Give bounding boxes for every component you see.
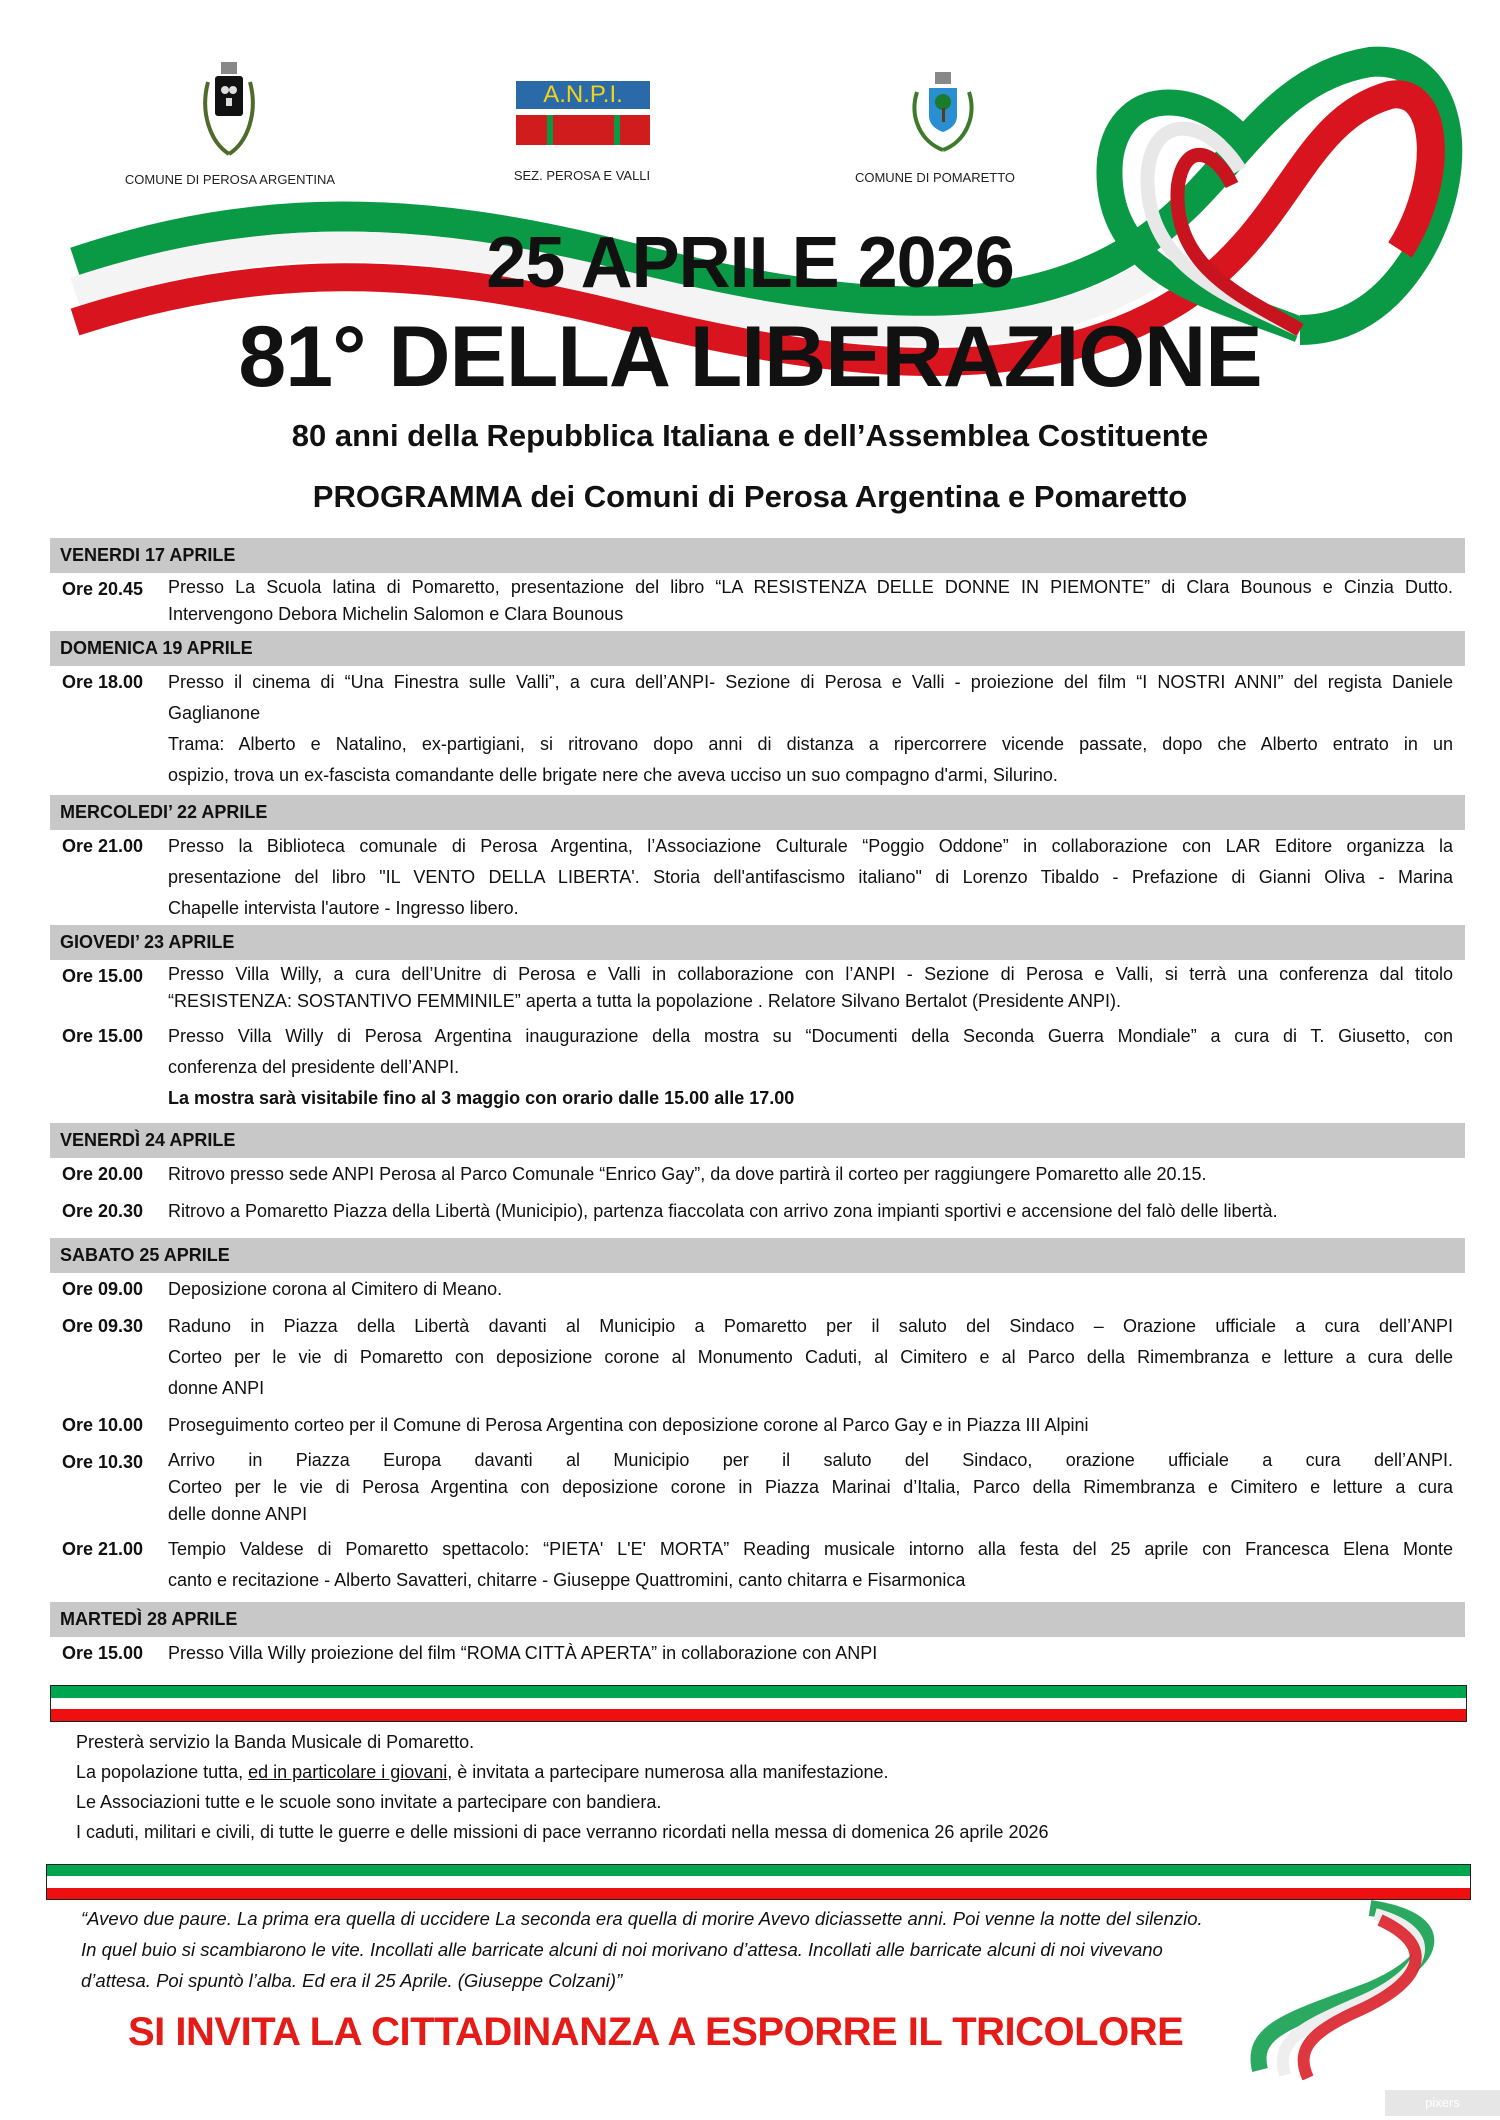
event-description-line: Tempio Valdese di Pomaretto spettacolo: “PIETA' L'E' MORTA” Reading musicale intorno alla festa del 25 aprile con Francesca Elena Monte: [168, 1539, 1453, 1559]
event-description-line: presentazione del libro "IL VENTO DELLA LIBERTA'. Storia dell'antifascismo italiano" di Lorenzo Tibaldo - Prefazione di Gianni Oliva - Marina: [168, 867, 1453, 887]
tricolor-bar: [46, 1864, 1471, 1900]
event-time: Ore 15.00: [62, 1026, 144, 1046]
pomaretto-label: COMUNE DI POMARETTO: [854, 170, 1016, 185]
event-time: Ore 20.45: [62, 579, 144, 599]
event-item: [50, 574, 1465, 628]
quote-line: d’attesa. Poi spuntò l’alba. Ed era il 25 Aprile. (Giuseppe Colzani)”: [81, 1970, 623, 1991]
event-item: [50, 1638, 1465, 1669]
title-main: 81° DELLA LIBERAZIONE: [238, 309, 1262, 405]
day-header: SABATO 25 APRILE: [50, 1238, 1465, 1273]
perosa-label: COMUNE DI PEROSA ARGENTINA: [124, 172, 336, 187]
event-time: Ore 21.00: [62, 836, 144, 856]
event-description-line: Raduno in Piazza della Libertà davanti al Municipio a Pomaretto per il saluto del Sindaco – Orazione ufficiale a cura dell’ANPI: [168, 1316, 1453, 1336]
day-header: GIOVEDI’ 23 APRILE: [50, 925, 1465, 960]
note-population: La popolazione tutta, ed in particolare i giovani, è invitata a partecipare numerosa alla manifestazione.: [76, 1762, 889, 1782]
event-description-line: Intervengono Debora Michelin Salomon e Clara Bounous: [168, 604, 624, 624]
event-description-line: donne ANPI: [168, 1378, 265, 1398]
event-description-line: Trama: Alberto e Natalino, ex-partigiani, si ritrovano dopo anni di distanza a ripercorrere vicende passate, dopo che Alberto entrato in un: [168, 734, 1453, 754]
event-item: [50, 1410, 1465, 1441]
event-description-line: Chapelle intervista l'autore - Ingresso libero.: [168, 898, 519, 918]
event-description-line: Presso la Biblioteca comunale di Perosa Argentina, l’Associazione Culturale “Poggio Oddone” in collaborazione con LAR Editore organizza la: [168, 836, 1453, 856]
event-item: [50, 1447, 1465, 1528]
event-description-line: Corteo per le vie di Perosa Argentina con deposizione corone in Piazza Marinai d’Italia, Parco della Rimembranza e Cimitero e letture a cura: [168, 1477, 1453, 1497]
event-item: [50, 1274, 1465, 1305]
event-item: [50, 1196, 1465, 1227]
event-item: [50, 667, 1465, 791]
event-item: [50, 831, 1465, 924]
event-description-line: Presso Villa Willy proiezione del film “ROMA CITTÀ APERTA” in collaborazione con ANPI: [168, 1643, 878, 1663]
event-time: Ore 09.00: [62, 1279, 144, 1299]
event-time: Ore 20.00: [62, 1164, 144, 1184]
event-description-line: canto e recitazione - Alberto Savatteri, chitarre - Giuseppe Quattromini, canto chitarra e Fisarmonica: [168, 1570, 966, 1590]
event-time: Ore 15.00: [62, 966, 144, 986]
event-description-line: Deposizione corona al Cimitero di Meano.: [168, 1279, 503, 1299]
program-title: PROGRAMMA dei Comuni di Perosa Argentina e Pomaretto: [312, 479, 1188, 514]
event-description-line: Proseguimento corteo per il Comune di Perosa Argentina con deposizione corone al Parco Gay e in Piazza III Alpini: [168, 1415, 1089, 1435]
quote-line: “Avevo due paure. La prima era quella di uccidere La seconda era quella di morire Avevo diciassette anni. Poi venne la notte del silenzio.: [81, 1908, 1203, 1929]
tricolor-bar: [50, 1685, 1467, 1722]
day-section: [50, 538, 1465, 634]
day-header: VENERDÌ 24 APRILE: [50, 1123, 1465, 1158]
event-description-line: Arrivo in Piazza Europa davanti al Municipio per il saluto del Sindaco, orazione ufficiale a cura dell’ANPI.: [168, 1450, 1453, 1470]
event-description-line: Presso Villa Willy, a cura dell’Unitre di Perosa e Valli in collaborazione con l’ANPI - Sezione di Perosa e Valli, si terrà una conferenza dal titolo: [168, 964, 1453, 984]
event-time: Ore 10.00: [62, 1415, 144, 1435]
pomaretto-crest: [903, 72, 983, 154]
event-description-line: Gaglianone: [168, 703, 261, 723]
event-description-line: Presso La Scuola latina di Pomaretto, presentazione del libro “LA RESISTENZA DELLE DONNE IN PIEMONTE” di Clara Bounous e Cinzia Dutto.: [168, 577, 1453, 597]
event-item: [50, 961, 1465, 1015]
event-time: Ore 09.30: [62, 1316, 144, 1336]
day-header: VENERDI 17 APRILE: [50, 538, 1465, 573]
event-description-line: Corteo per le vie di Pomaretto con deposizione corone al Monumento Caduti, al Cimitero e al Parco della Rimembranza e letture a cura delle: [168, 1347, 1453, 1367]
event-time: Ore 21.00: [62, 1539, 144, 1559]
event-description-line: “RESISTENZA: SOSTANTIVO FEMMINILE” aperta a tutta la popolazione . Relatore Silvano Bertalot (Presidente ANPI).: [168, 991, 1122, 1011]
note-fallen: I caduti, militari e civili, di tutte le guerre e delle missioni di pace verranno ricordati nella messa di domenica 26 aprile 2026: [76, 1822, 1049, 1842]
event-item: [50, 1534, 1465, 1596]
day-section: [50, 631, 1465, 797]
perosa-crest: [200, 62, 258, 160]
anpi-logo: [516, 81, 650, 145]
title-date: 25 APRILE 2026: [486, 223, 1014, 303]
event-item: [50, 1311, 1465, 1404]
event-time: Ore 15.00: [62, 1643, 144, 1663]
day-header: MERCOLEDI’ 22 APRILE: [50, 795, 1465, 830]
event-description-line: ospizio, trova un ex-fascista comandante delle brigate nere che aveva ucciso un suo compagno d'armi, Silurino.: [168, 765, 1058, 785]
event-item: [50, 1159, 1465, 1190]
event-description-line: Presso Villa Willy di Perosa Argentina inaugurazione della mostra su “Documenti della Seconda Guerra Mondiale” a cura di T. Giusetto, con: [168, 1026, 1453, 1046]
day-header: DOMENICA 19 APRILE: [50, 631, 1465, 666]
day-section: [50, 1602, 1465, 1675]
slogan: SI INVITA LA CITTADINANZA A ESPORRE IL TRICOLORE: [128, 2010, 1184, 2054]
event-item: [50, 1021, 1465, 1114]
day-section: [50, 925, 1465, 1120]
event-description-line: conferenza del presidente dell’ANPI.: [168, 1057, 460, 1077]
day-section: [50, 1238, 1465, 1602]
event-description-line: Ritrovo a Pomaretto Piazza della Libertà (Municipio), partenza fiaccolata con arrivo zona impianti sportivi e accensione del falò delle libertà.: [168, 1201, 1278, 1221]
note-band: Presterà servizio la Banda Musicale di Pomaretto.: [76, 1732, 475, 1752]
day-section: [50, 1123, 1465, 1233]
anpi-logo-text: A.N.P.I.: [516, 81, 650, 109]
anpi-label: SEZ. PEROSA E VALLI: [513, 168, 651, 183]
event-description-line: Presso il cinema di “Una Finestra sulle Valli”, a cura dell’ANPI- Sezione di Perosa e Valli - proiezione del film “I NOSTRI ANNI” del regista Daniele: [168, 672, 1453, 692]
subtitle: 80 anni della Repubblica Italiana e dell’Assemblea Costituente: [291, 418, 1209, 453]
event-time: Ore 18.00: [62, 672, 144, 692]
tricolor-ribbon-decoration: [1190, 1900, 1460, 2080]
watermark: pixers: [1385, 2090, 1500, 2116]
program-schedule: [50, 538, 1465, 1678]
day-section: [50, 795, 1465, 930]
day-header: MARTEDÌ 28 APRILE: [50, 1602, 1465, 1637]
event-time: Ore 10.30: [62, 1452, 144, 1472]
event-description-line: Ritrovo presso sede ANPI Perosa al Parco Comunale “Enrico Gay”, da dove partirà il corteo per raggiungere Pomaretto alle 20.15.: [168, 1164, 1207, 1184]
note-associations: Le Associazioni tutte e le scuole sono invitate a partecipare con bandiera.: [76, 1792, 662, 1812]
event-time: Ore 20.30: [62, 1201, 144, 1221]
event-note: La mostra sarà visitabile fino al 3 maggio con orario dalle 15.00 alle 17.00: [168, 1088, 795, 1108]
quote-line: In quel buio si scambiarono le vite. Incollati alle barricate alcuni di noi morivano d’attesa. Incollati alle barricate alcuni di noi vivevano: [81, 1939, 1163, 1960]
event-description-line: delle donne ANPI: [168, 1504, 308, 1524]
